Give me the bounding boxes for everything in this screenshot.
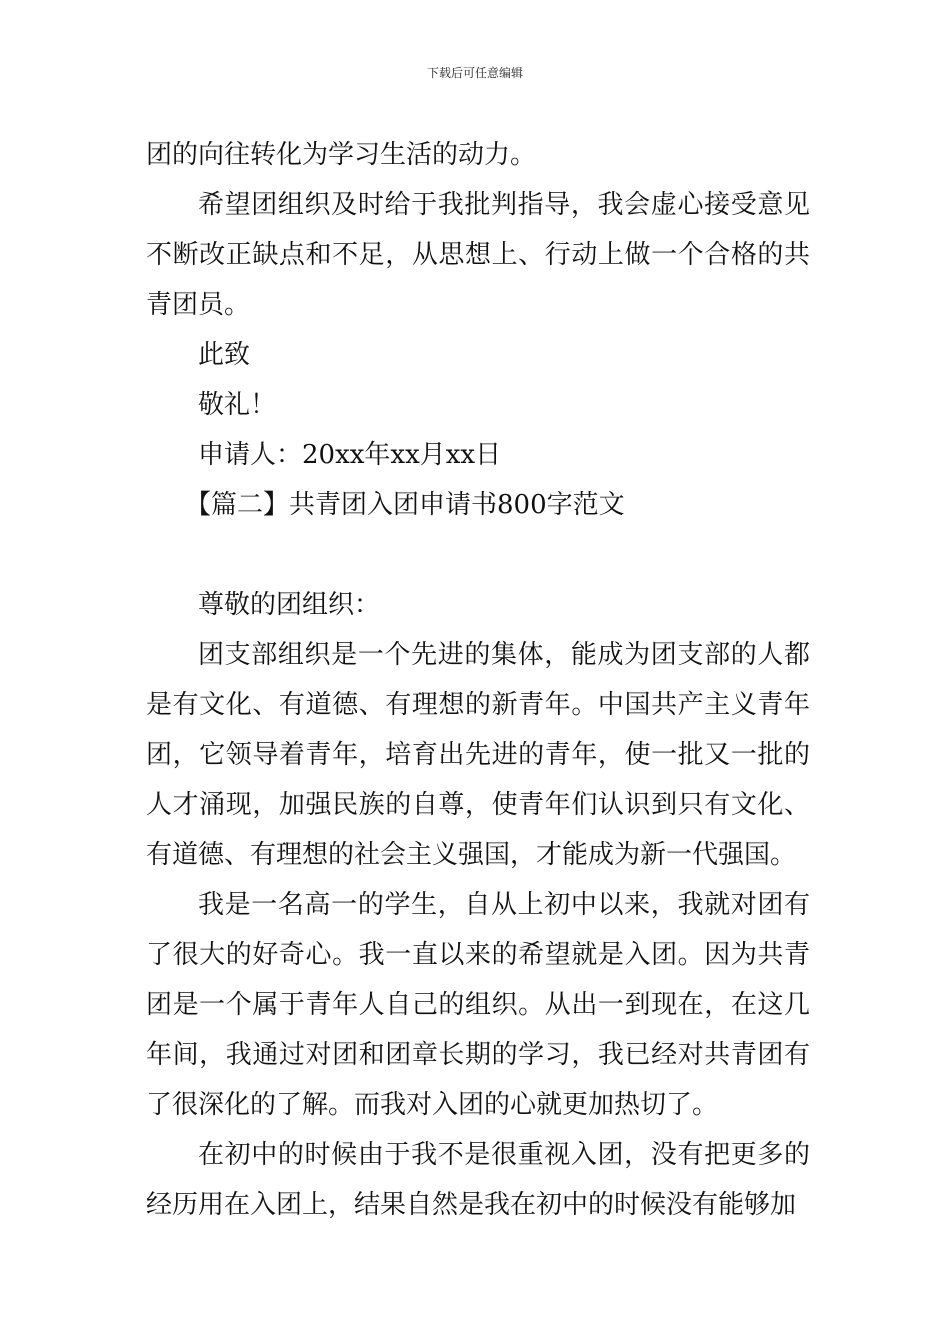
paragraph: 希望团组织及时给于我批判指导，我会虚心接受意见不断改正缺点和不足，从思想上、行动上做一个合格的共青团员。 (146, 190, 810, 320)
paragraph: 我是一名高一的学生，自从上初中以来，我就对团有了很大的好奇心。我一直以来的希望就是入团。因为共青团是一个属于青年人自己的组织。从出一到现在，在这几年间，我通过对团和团章长期的学习，我已经对共青团有了很深化的了解。而我对入团的心就更加热切了。 (146, 890, 810, 1120)
salutation-regards: 敬礼！ (198, 390, 277, 420)
applicant-date-line: 申请人：20xx年xx月xx日 (198, 440, 502, 470)
section-title: 【篇二】共青团入团申请书800字范文 (185, 490, 625, 520)
greeting: 尊敬的团组织： (198, 590, 381, 620)
page-header: 下载后可任意编辑 (426, 66, 523, 80)
paragraph: 团支部组织是一个先进的集体，能成为团支部的人都是有文化、有道德、有理想的新青年。中国共产主义青年团，它领导着青年，培育出先进的青年，使一批又一批的人才涌现，加强民族的自尊，使青年们认识到只有文化、有道德、有理想的社会主义强国，才能成为新一代强国。 (146, 640, 810, 870)
salutation-closing: 此致 (198, 340, 251, 370)
paragraph: 在初中的时候由于我不是很重视入团，没有把更多的经历用在入团上，结果自然是我在初中的时候没有能够加 (146, 1140, 810, 1220)
document-body (146, 130, 810, 1230)
paragraph: 团的向往转化为学习生活的动力。 (146, 140, 537, 170)
blank-line (146, 530, 810, 580)
